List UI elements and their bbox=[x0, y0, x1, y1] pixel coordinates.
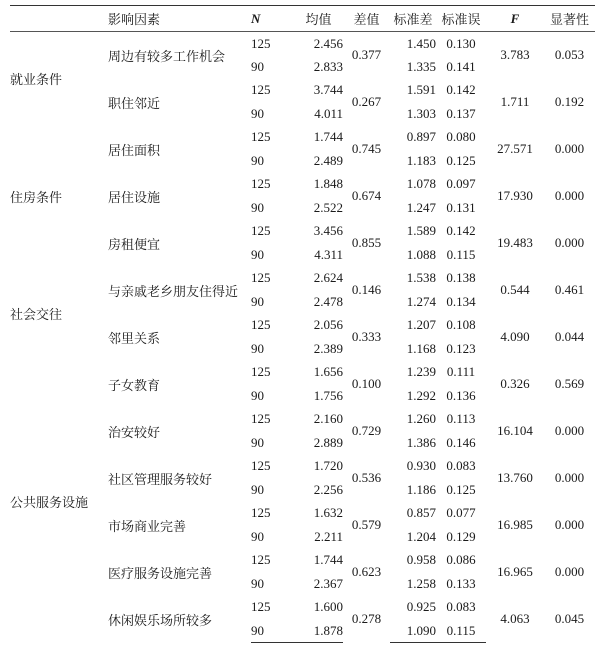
sd-cell: 0.930 bbox=[406, 458, 436, 474]
se-cell: 0.137 bbox=[446, 105, 476, 121]
sd-cell: 1.335 bbox=[406, 58, 436, 74]
header-category bbox=[10, 6, 108, 32]
sd-cell: 1.090 bbox=[390, 619, 436, 643]
f-cell: 0.326 bbox=[500, 376, 530, 391]
f-cell: 0.544 bbox=[500, 282, 530, 297]
se-cell: 0.083 bbox=[446, 599, 476, 615]
diff-cell: 0.579 bbox=[351, 517, 382, 532]
diff-cell: 0.623 bbox=[351, 564, 382, 579]
sig-cell: 0.192 bbox=[554, 94, 585, 109]
se-cell: 0.129 bbox=[446, 528, 476, 544]
mean-cell: 2.456 bbox=[313, 35, 343, 51]
factor-cell: 医疗服务设施完善 bbox=[108, 566, 213, 582]
se-cell: 0.134 bbox=[446, 293, 476, 309]
f-cell: 16.104 bbox=[497, 423, 533, 438]
f-cell: 16.985 bbox=[497, 517, 533, 532]
sig-cell: 0.053 bbox=[554, 47, 585, 63]
n-cell: 125 bbox=[251, 364, 271, 380]
factor-cell: 治安较好 bbox=[108, 425, 161, 441]
anova-results-table bbox=[10, 5, 595, 643]
factor-cell: 居住面积 bbox=[108, 143, 161, 159]
sig-cell: 0.044 bbox=[554, 329, 585, 344]
sd-cell: 1.303 bbox=[406, 105, 436, 121]
mean-cell: 1.600 bbox=[313, 599, 343, 615]
diff-cell: 0.100 bbox=[351, 376, 382, 391]
mean-cell: 2.624 bbox=[313, 270, 343, 286]
n-cell: 90 bbox=[251, 619, 294, 643]
mean-cell: 4.311 bbox=[314, 246, 343, 262]
n-cell: 125 bbox=[251, 599, 271, 615]
mean-cell: 2.389 bbox=[313, 340, 343, 356]
se-cell: 0.086 bbox=[446, 552, 476, 568]
se-cell: 0.108 bbox=[446, 317, 476, 333]
sd-cell: 1.450 bbox=[406, 35, 436, 51]
n-cell: 125 bbox=[251, 82, 271, 98]
f-cell: 1.711 bbox=[500, 94, 530, 109]
se-cell: 0.146 bbox=[446, 434, 476, 450]
n-cell: 125 bbox=[251, 411, 271, 427]
header-mean: 均值 bbox=[294, 6, 343, 32]
mean-cell: 1.744 bbox=[313, 129, 343, 145]
sd-cell: 0.958 bbox=[406, 552, 436, 568]
n-cell: 90 bbox=[251, 575, 264, 591]
mean-cell: 2.889 bbox=[313, 434, 343, 450]
sd-cell: 1.088 bbox=[406, 246, 436, 262]
n-cell: 125 bbox=[251, 505, 271, 521]
sig-cell: 0.000 bbox=[554, 141, 585, 156]
sd-cell: 1.538 bbox=[406, 270, 436, 286]
se-cell: 0.097 bbox=[446, 176, 476, 192]
mean-cell: 1.878 bbox=[294, 619, 343, 643]
sd-cell: 1.591 bbox=[406, 82, 436, 98]
se-cell: 0.142 bbox=[446, 223, 476, 239]
factor-cell: 社区管理服务较好 bbox=[108, 472, 213, 488]
se-cell: 0.131 bbox=[446, 199, 476, 215]
se-cell: 0.115 bbox=[436, 619, 486, 643]
se-cell: 0.113 bbox=[446, 411, 476, 427]
factor-cell: 居住设施 bbox=[108, 190, 161, 206]
n-cell: 125 bbox=[251, 223, 271, 239]
sig-cell: 0.000 bbox=[554, 564, 585, 579]
mean-cell: 1.720 bbox=[313, 458, 343, 474]
se-cell: 0.136 bbox=[446, 387, 476, 403]
mean-cell: 4.011 bbox=[314, 105, 343, 121]
se-cell: 0.083 bbox=[446, 458, 476, 474]
factor-cell: 邻里关系 bbox=[108, 331, 161, 347]
table-row bbox=[10, 267, 595, 291]
sd-cell: 0.897 bbox=[406, 129, 436, 145]
n-cell: 125 bbox=[251, 35, 271, 51]
sd-cell: 1.204 bbox=[406, 528, 436, 544]
mean-cell: 1.632 bbox=[313, 505, 343, 521]
table-row bbox=[10, 361, 595, 385]
diff-cell: 0.377 bbox=[351, 47, 382, 63]
sd-cell: 1.274 bbox=[406, 293, 436, 309]
sd-cell: 1.239 bbox=[406, 364, 436, 380]
se-cell: 0.142 bbox=[446, 82, 476, 98]
sig-cell: 0.461 bbox=[554, 282, 585, 297]
sd-cell: 0.925 bbox=[406, 599, 436, 615]
mean-cell: 2.211 bbox=[314, 528, 343, 544]
diff-cell: 0.146 bbox=[351, 282, 382, 297]
n-cell: 90 bbox=[251, 152, 264, 168]
mean-cell: 1.756 bbox=[313, 387, 343, 403]
mean-cell: 1.744 bbox=[313, 552, 343, 568]
n-cell: 125 bbox=[251, 270, 271, 286]
sig-cell: 0.045 bbox=[554, 611, 585, 626]
sig-cell: 0.000 bbox=[554, 470, 585, 485]
table-row bbox=[10, 32, 595, 56]
se-cell: 0.115 bbox=[446, 246, 476, 262]
n-cell: 125 bbox=[251, 176, 271, 192]
mean-cell: 2.367 bbox=[313, 575, 343, 591]
factor-cell: 市场商业完善 bbox=[108, 519, 187, 535]
mean-cell: 3.744 bbox=[313, 82, 343, 98]
category-cell: 住房条件 bbox=[10, 190, 63, 206]
header-sig: 显著性 bbox=[544, 6, 595, 32]
mean-cell: 2.833 bbox=[313, 58, 343, 74]
mean-cell: 2.522 bbox=[313, 199, 343, 215]
f-cell: 4.063 bbox=[500, 611, 530, 626]
factor-cell: 房租便宜 bbox=[108, 237, 161, 253]
se-cell: 0.138 bbox=[446, 270, 476, 286]
factor-cell: 周边有较多工作机会 bbox=[108, 49, 226, 65]
se-cell: 0.130 bbox=[446, 35, 476, 51]
diff-cell: 0.333 bbox=[351, 329, 382, 344]
sd-cell: 1.078 bbox=[406, 176, 436, 192]
n-cell: 125 bbox=[251, 552, 271, 568]
header-sd: 标准差 bbox=[390, 6, 436, 32]
sd-cell: 1.183 bbox=[406, 152, 436, 168]
se-cell: 0.123 bbox=[446, 340, 476, 356]
diff-cell: 0.855 bbox=[351, 235, 382, 250]
sig-cell: 0.000 bbox=[554, 423, 585, 438]
f-cell: 13.760 bbox=[497, 470, 533, 485]
sig-cell: 0.569 bbox=[554, 376, 585, 391]
n-cell: 90 bbox=[251, 387, 264, 403]
se-cell: 0.125 bbox=[446, 152, 476, 168]
header-factor: 影响因素 bbox=[108, 6, 251, 32]
factor-cell: 与亲戚老乡朋友住得近 bbox=[108, 284, 239, 300]
se-cell: 0.133 bbox=[446, 575, 476, 591]
sig-cell: 0.000 bbox=[554, 517, 585, 532]
mean-cell: 2.489 bbox=[313, 152, 343, 168]
sd-cell: 1.260 bbox=[406, 411, 436, 427]
factor-cell: 休闲娱乐场所较多 bbox=[108, 613, 213, 629]
se-cell: 0.111 bbox=[446, 364, 476, 380]
diff-cell: 0.745 bbox=[351, 141, 382, 156]
table-row bbox=[10, 126, 595, 150]
sd-cell: 1.247 bbox=[406, 199, 436, 215]
category-cell: 社会交往 bbox=[10, 308, 63, 323]
sd-cell: 1.589 bbox=[406, 223, 436, 239]
header-n: N bbox=[251, 6, 294, 32]
n-cell: 90 bbox=[251, 105, 264, 121]
mean-cell: 2.160 bbox=[313, 411, 343, 427]
mean-cell: 2.256 bbox=[313, 481, 343, 497]
sd-cell: 1.168 bbox=[406, 340, 436, 356]
f-cell: 4.090 bbox=[500, 329, 530, 344]
n-cell: 125 bbox=[251, 458, 271, 474]
diff-cell: 0.267 bbox=[351, 94, 382, 109]
sig-cell: 0.000 bbox=[554, 188, 585, 203]
diff-cell: 0.278 bbox=[351, 611, 382, 626]
category-cell: 就业条件 bbox=[10, 73, 63, 89]
factor-cell: 职住邻近 bbox=[108, 96, 161, 112]
header-f: F bbox=[486, 6, 544, 32]
header-se: 标准误 bbox=[436, 6, 486, 32]
f-cell: 16.965 bbox=[497, 564, 533, 579]
mean-cell: 2.478 bbox=[313, 293, 343, 309]
sig-cell: 0.000 bbox=[554, 235, 585, 250]
sd-cell: 1.292 bbox=[406, 387, 436, 403]
f-cell: 3.783 bbox=[500, 47, 530, 63]
n-cell: 90 bbox=[251, 528, 264, 544]
mean-cell: 1.656 bbox=[313, 364, 343, 380]
factor-cell: 子女教育 bbox=[108, 378, 161, 394]
diff-cell: 0.729 bbox=[351, 423, 382, 438]
sd-cell: 1.207 bbox=[406, 317, 436, 333]
sd-cell: 1.186 bbox=[406, 481, 436, 497]
header-diff: 差值 bbox=[343, 6, 390, 32]
n-cell: 90 bbox=[251, 340, 264, 356]
n-cell: 90 bbox=[251, 199, 264, 215]
se-cell: 0.125 bbox=[446, 481, 476, 497]
n-cell: 125 bbox=[251, 129, 271, 145]
se-cell: 0.077 bbox=[446, 505, 476, 521]
mean-cell: 2.056 bbox=[313, 317, 343, 333]
se-cell: 0.080 bbox=[446, 129, 476, 145]
sd-cell: 1.258 bbox=[406, 575, 436, 591]
n-cell: 90 bbox=[251, 58, 264, 74]
f-cell: 17.930 bbox=[497, 188, 533, 203]
n-cell: 90 bbox=[251, 246, 264, 262]
sd-cell: 0.857 bbox=[406, 505, 436, 521]
sd-cell: 1.386 bbox=[406, 434, 436, 450]
table-header-row bbox=[10, 6, 595, 32]
category-cell: 公共服务设施 bbox=[10, 496, 89, 511]
diff-cell: 0.674 bbox=[351, 188, 382, 203]
mean-cell: 1.848 bbox=[313, 176, 343, 192]
f-cell: 19.483 bbox=[497, 235, 533, 250]
mean-cell: 3.456 bbox=[313, 223, 343, 239]
f-cell: 27.571 bbox=[497, 141, 533, 156]
n-cell: 90 bbox=[251, 434, 264, 450]
se-cell: 0.141 bbox=[446, 58, 476, 74]
n-cell: 90 bbox=[251, 481, 264, 497]
table-body bbox=[10, 32, 595, 643]
diff-cell: 0.536 bbox=[351, 470, 382, 485]
n-cell: 125 bbox=[251, 317, 271, 333]
n-cell: 90 bbox=[251, 293, 264, 309]
